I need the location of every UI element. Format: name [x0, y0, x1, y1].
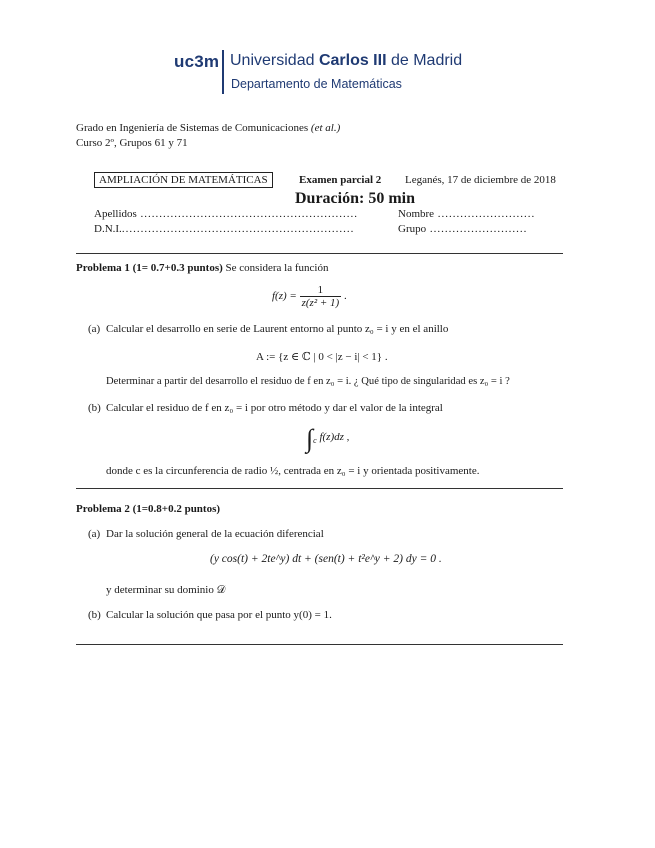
problem1-a-label: (a) — [88, 323, 101, 335]
problem1-a-set: A := {z ∈ ℂ | 0 < |z − i| < 1} . — [256, 351, 388, 363]
id-field[interactable]: D.N.I............................................................... — [94, 223, 355, 235]
section-divider — [76, 253, 563, 254]
course-line: Curso 2º, Grupos 61 y 71 — [76, 137, 188, 149]
subject-box: AMPLIACIÓN DE MATEMÁTICAS — [94, 172, 273, 188]
problem1-a-text2: Determinar a partir del desarrollo el residuo de f en z₀ = i. ¿ Qué tipo de singularidad es z₀ = i ? — [106, 376, 510, 387]
problem1-heading: Problema 1 (1= 0.7+0.3 puntos) Se considera la función — [76, 262, 329, 274]
problem2-heading: Problema 2 (1=0.8+0.2 puntos) — [76, 503, 221, 515]
surname-field[interactable]: Apellidos .......................................................... — [94, 208, 359, 220]
problem1-formula: f(z) = $\frac{1}{\text{z(z² + 1)}}$ . — [272, 284, 347, 309]
section-divider — [76, 488, 563, 489]
problem1-b-label: (b) — [88, 402, 101, 414]
problem1-b-text: Calcular el residuo de f en z₀ = i por otro método y dar el valor de la integral — [106, 402, 443, 414]
integral-sign: ∫ — [306, 424, 314, 453]
problem1-b-integral: $\int_c$ f(z)dz , — [306, 424, 350, 453]
place-date: Leganés, 17 de diciembre de 2018 — [405, 174, 556, 186]
group-field[interactable]: Grupo .......................... — [398, 223, 528, 235]
problem2-a-text2: y determinar su dominio 𝒟 — [106, 584, 226, 596]
problem2-a-text: Dar la solución general de la ecuación diferencial — [106, 528, 324, 540]
brand-logo: uc3m — [174, 52, 220, 71]
problem1-b-text2: donde c es la circunferencia de radio ½, centrada en z₀ = i y orientada positivamente. — [106, 465, 480, 477]
problem2-a-equation: (y cos(t) + 2te^y) dt + (sen(t) + t²e^y + 2) dy = 0 . — [210, 553, 442, 565]
problem2-b-text: Calcular la solución que pasa por el punto y(0) = 1. — [106, 609, 332, 621]
department-name: Departamento de Matemáticas — [231, 77, 402, 91]
university-name: Universidad Carlos III de Madrid — [230, 52, 463, 69]
problem2-b-label: (b) — [88, 609, 101, 621]
problem2-a-label: (a) — [88, 528, 101, 540]
section-divider — [76, 644, 563, 645]
name-field[interactable]: Nombre .......................... — [398, 208, 536, 220]
degree-line: Grado en Ingeniería de Sistemas de Comunicaciones (et al.) — [76, 122, 341, 134]
duration: Duración: 50 min — [295, 190, 415, 207]
problem1-a-text: Calcular el desarrollo en serie de Laurent entorno al punto z₀ = i y en el anillo — [106, 323, 449, 335]
logo-divider — [222, 50, 224, 94]
exam-type: Examen parcial 2 — [299, 174, 382, 186]
